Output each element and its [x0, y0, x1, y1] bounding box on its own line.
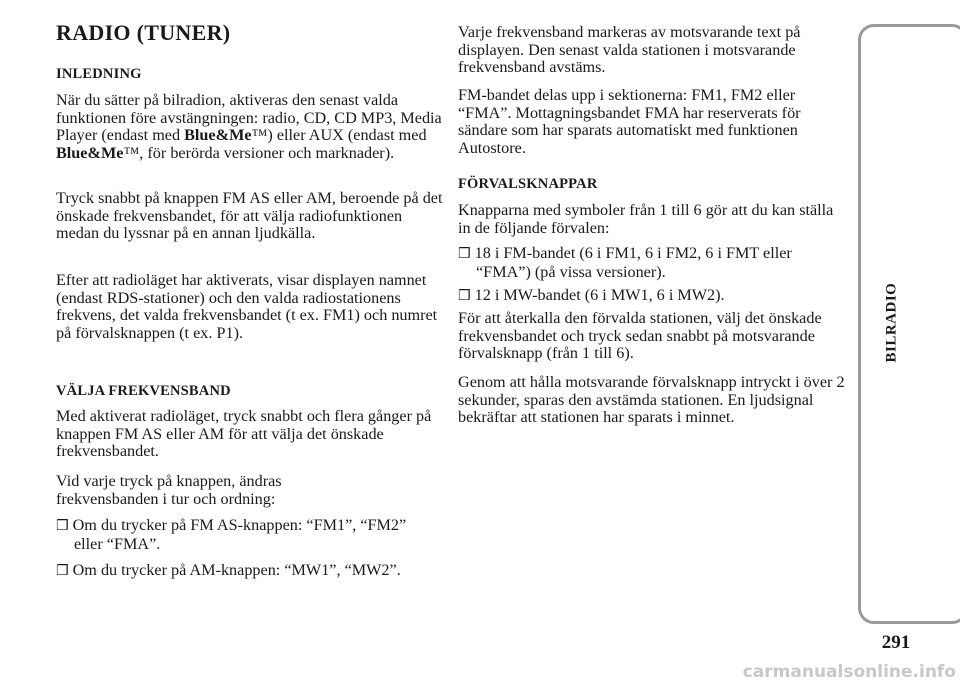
list-item — [458, 245, 836, 281]
brand-blueandme: Blue&Me — [56, 143, 124, 162]
list-item — [56, 562, 414, 581]
page-title: RADIO (TUNER) — [56, 20, 231, 45]
checkbox-bullet-icon: ❒ — [458, 288, 471, 304]
paragraph-preset-buttons: Knapparna med symboler från 1 till 6 gör att du kan ställa in de följande förvalen: — [458, 201, 834, 237]
heading-inledning: INLEDNING — [56, 66, 142, 82]
paragraph-band-display: Varje frekvensband markeras av motsvarande text på displayen. Den senast valda stationen i motsvarande frekvensband avstäms. — [458, 23, 801, 77]
paragraph-recall-preset: För att återkalla den förvalda stationen, välj det önskade frekvensbandet och tryck sedan snabbt på motsvarande förvalsknapp (från 1 till 6). — [458, 309, 822, 363]
heading-valja-frekvensband: VÄLJA FREKVENSBAND — [56, 383, 231, 399]
list-item — [458, 287, 856, 306]
section-label: BILRADIO — [883, 282, 900, 363]
paragraph-band-order: Vid varje tryck på knappen, ändras frekvensbanden i tur och ordning: — [56, 472, 282, 508]
paragraph-press-fm-am: Tryck snabbt på knappen FM AS eller AM, beroende på det önskade frekvensbandet, för att välja radiofunktionen medan du lyssnar på en annan ljudkälla. — [56, 189, 443, 243]
paragraph-intro — [56, 92, 448, 162]
watermark: carmanualsonline.info — [742, 662, 956, 682]
text-span: ™) eller AUX (endast med — [251, 126, 427, 145]
paragraph-display-info: Efter att radioläget har aktiverats, visar displayen namnet (endast RDS-stationer) och den valda radiostationens frekvens, det valda frekvensbandet (t ex. FM1) och numret på förvalsknappen (t ex. P1). — [56, 271, 438, 342]
list-item-text: 12 i MW-bandet (6 i MW1, 6 i MW2). — [474, 286, 725, 304]
checkbox-bullet-icon: ❒ — [56, 518, 69, 534]
brand-blueandme: Blue&Me — [184, 126, 252, 145]
section-tab — [858, 24, 960, 624]
paragraph-select-band: Med aktiverat radioläget, tryck snabbt och flera gånger på knappen FM AS eller AM för att välja det önskade frekvensbandet. — [56, 407, 432, 461]
paragraph-save-preset: Genom att hålla motsvarande förvalsknapp intryckt i över 2 sekunder, sparas den avstämda stationen. En ljudsignal bekräftar att stationen har sparats i minnet. — [458, 373, 845, 427]
checkbox-bullet-icon: ❒ — [56, 563, 69, 579]
text-span: När du sätter på bilradion, aktiveras den senast valda funktionen före avstängningen: radio, CD, CD MP3, Media Player (endast med — [56, 91, 442, 145]
list-item-text: Om du trycker på FM AS-knappen: “FM1”, “FM2” eller “FMA”. — [72, 516, 407, 553]
heading-forvalsknappar: FÖRVALSKNAPPAR — [458, 176, 598, 192]
list-item — [56, 517, 434, 553]
page-number: 291 — [881, 632, 911, 653]
paragraph-fm-sections: FM-bandet delas upp i sektionerna: FM1, FM2 eller “FMA”. Mottagningsbandet FMA har reserverats för sändare som har sparats automatiskt med funktionen Autostore. — [458, 86, 801, 157]
list-item-text: 18 i FM-bandet (6 i FM1, 6 i FM2, 6 i FMT eller “FMA”) (på vissa versioner). — [474, 244, 792, 281]
list-item-text: Om du trycker på AM-knappen: “MW1”, “MW2”. — [72, 561, 401, 579]
checkbox-bullet-icon: ❒ — [458, 246, 471, 262]
text-span: ™, för berörda versioner och marknader). — [123, 143, 395, 162]
